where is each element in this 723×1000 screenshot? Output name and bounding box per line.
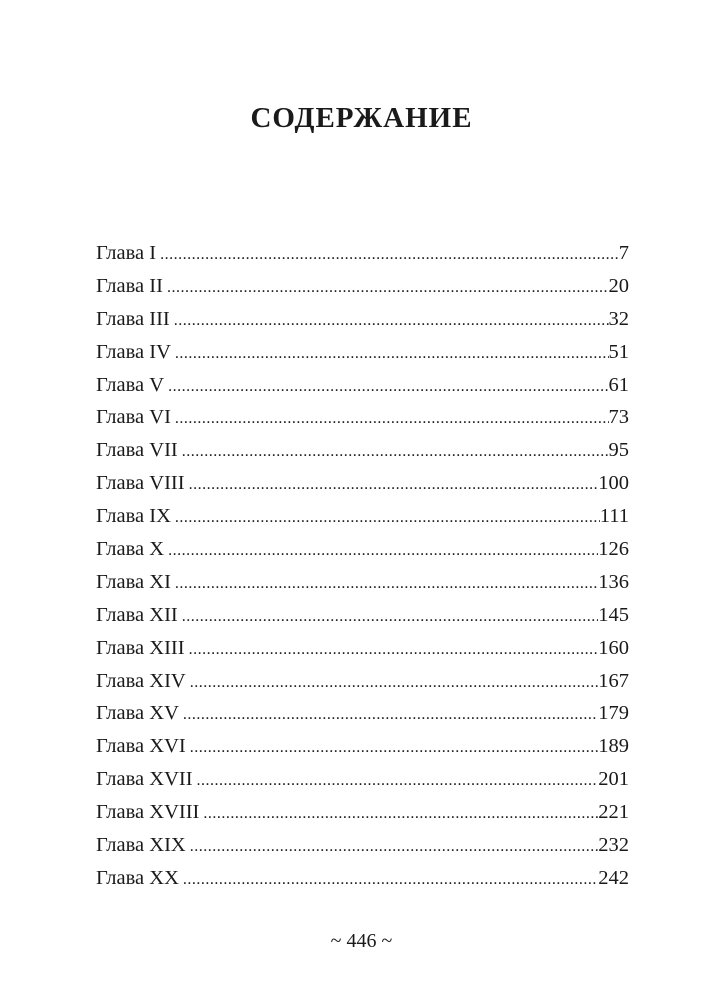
toc-entry-label: Глава XVIII — [96, 801, 200, 824]
toc-entry-page: 167 — [598, 669, 629, 692]
dot-leader — [168, 535, 598, 566]
dot-leader — [190, 732, 599, 763]
toc-entry-label: Глава IX — [96, 505, 171, 528]
toc-entry[interactable] — [96, 632, 629, 665]
toc-entry-label: Глава XIII — [96, 636, 185, 659]
dot-leader — [183, 699, 598, 730]
dot-leader — [190, 667, 599, 698]
toc-entry-page: 20 — [608, 274, 629, 297]
toc-entry[interactable] — [96, 401, 629, 434]
toc-entry-page: 126 — [598, 538, 629, 561]
toc-entry-page: 242 — [598, 866, 629, 889]
toc-entry-page: 32 — [608, 307, 629, 330]
toc-entry[interactable] — [96, 533, 629, 566]
dot-leader — [189, 469, 599, 500]
dot-leader — [183, 864, 598, 895]
toc-entry[interactable] — [96, 763, 629, 796]
toc-entry[interactable] — [96, 862, 629, 895]
toc-entry-page: 189 — [598, 735, 629, 758]
toc-entry[interactable] — [96, 237, 629, 270]
toc-entry-label: Глава XIX — [96, 834, 186, 857]
toc-entry-page: 201 — [598, 768, 629, 791]
toc-entry-label: Глава XX — [96, 866, 179, 889]
dot-leader — [168, 371, 608, 402]
toc-entry-page: 232 — [598, 834, 629, 857]
toc-entry-label: Глава XIV — [96, 669, 186, 692]
toc-entry-label: Глава XI — [96, 570, 171, 593]
toc-entry-page: 95 — [608, 439, 629, 462]
toc-entry-label: Глава XVI — [96, 735, 186, 758]
toc-entry-label: Глава X — [96, 538, 165, 561]
toc-entry-page: 51 — [608, 340, 629, 363]
toc-entry-page: 136 — [598, 570, 629, 593]
toc-entry-label: Глава VII — [96, 439, 178, 462]
page-title: СОДЕРЖАНИЕ — [250, 102, 473, 134]
toc-entry-label: Глава XVII — [96, 768, 193, 791]
toc-entry[interactable] — [96, 303, 629, 336]
toc-entry[interactable] — [96, 796, 629, 829]
toc-entry[interactable] — [96, 270, 629, 303]
toc-entry-page: 111 — [599, 505, 629, 528]
toc-entry-label: Глава VI — [96, 406, 171, 429]
toc-entry[interactable] — [96, 336, 629, 369]
dot-leader — [189, 634, 599, 665]
dot-leader — [174, 305, 609, 336]
dot-leader — [175, 338, 609, 369]
toc-entry[interactable] — [96, 369, 629, 402]
toc-entry[interactable] — [96, 467, 629, 500]
toc-entry[interactable] — [96, 730, 629, 763]
table-of-contents — [96, 237, 629, 895]
toc-entry[interactable] — [96, 665, 629, 698]
toc-entry-label: Глава V — [96, 373, 165, 396]
toc-entry-label: Глава I — [96, 242, 157, 264]
toc-entry-page: 221 — [598, 801, 629, 824]
dot-leader — [167, 272, 609, 303]
dot-leader — [175, 502, 600, 533]
toc-entry-label: Глава VIII — [96, 472, 185, 495]
toc-entry-label: Глава XV — [96, 702, 179, 725]
toc-entry-page: 61 — [608, 373, 629, 396]
toc-entry[interactable] — [96, 599, 629, 632]
toc-entry-page: 73 — [608, 406, 629, 429]
toc-entry-page: 7 — [618, 242, 629, 264]
toc-entry[interactable] — [96, 500, 629, 533]
toc-entry-label: Глава XII — [96, 603, 178, 626]
toc-entry[interactable] — [96, 697, 629, 730]
dot-leader — [175, 568, 598, 599]
toc-entry-page: 100 — [598, 472, 629, 495]
toc-entry-page: 160 — [598, 636, 629, 659]
page-number: ~ 446 ~ — [330, 930, 393, 952]
dot-leader — [203, 798, 598, 829]
toc-entry-label: Глава IV — [96, 340, 171, 363]
toc-entry[interactable] — [96, 566, 629, 599]
dot-leader — [190, 831, 599, 862]
toc-entry-page: 179 — [598, 702, 629, 725]
dot-leader — [182, 601, 599, 632]
toc-entry-label: Глава III — [96, 307, 170, 330]
dot-leader — [175, 403, 609, 434]
toc-entry[interactable] — [96, 434, 629, 467]
dot-leader — [160, 239, 619, 270]
dot-leader — [182, 436, 609, 467]
dot-leader — [197, 765, 599, 796]
toc-entry[interactable] — [96, 829, 629, 862]
toc-entry-label: Глава II — [96, 274, 163, 297]
toc-entry-page: 145 — [598, 603, 629, 626]
